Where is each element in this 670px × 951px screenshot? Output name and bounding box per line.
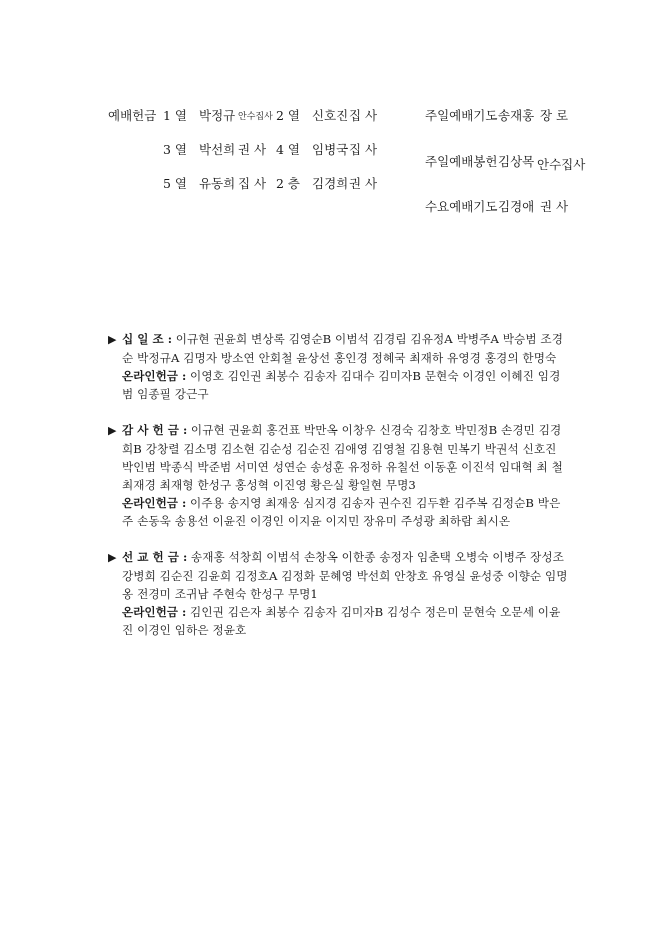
tithe-heading: 십 일 조 : — [122, 332, 172, 346]
tithe-names: 이규현 권윤희 변상록 김영순B 이범석 김경림 김유정A 박병주A 박승범 조경순 박정규A 김명자 방소연 안회철 윤상선 홍인경 정혜국 최재하 유영경 홍경의 한명숙 — [122, 332, 564, 365]
thanks-online-names: 이주용 송지영 최재웅 심지경 김송자 권수진 김두환 김주복 김정순B 박은주 손동욱 송용선 이윤진 이경인 이지윤 이지민 장유미 주성광 최하람 최시온 — [122, 496, 561, 528]
row2-pos2: 4 열 — [276, 142, 301, 157]
row3-name: 유동희 — [199, 176, 236, 191]
tithe-online-heading: 온라인헌금 : — [122, 369, 187, 383]
triangle-bullet-icon: ▶ — [108, 333, 117, 346]
prayer-role-2: 안수집사 — [537, 157, 586, 172]
thanks-names: 이규현 권윤희 홍건표 박만옥 이창우 신경숙 김창호 박민정B 손경민 김경희B 강창렬 김소명 김소현 김순성 김순진 김애영 김영철 김용현 민복기 박권석 신호진 박인범 박종식 박준범 서미연 성연순 송성훈 유정하 유칠선 이동훈 이진석 임대혁 최 철 최재경 최재형 한성구 홍성혁 이진영 황은실 황일현 무명3 — [122, 423, 563, 492]
row3-role: 집 사 — [238, 176, 267, 191]
row1-name: 박정규 — [199, 108, 236, 123]
row1-pos: 1 열 — [163, 108, 188, 123]
mission-names: 송재홍 석창희 이범석 손창옥 이한종 송정자 임춘택 오병숙 이병주 장성조 강병희 김순진 김윤희 김정호A 김정화 문혜영 박선희 안창호 유영실 윤성중 이향순 임명옹 전경미 조귀남 주현숙 한성구 무명1 — [122, 550, 568, 601]
triangle-bullet-icon: ▶ — [108, 424, 117, 437]
thanks-section — [108, 421, 568, 530]
mission-heading: 선 교 헌 금 : — [122, 550, 188, 564]
row2-name: 박선희 — [199, 142, 236, 157]
prayer-role-1: 장 로 — [540, 108, 569, 123]
thanks-heading: 감 사 헌 금 : — [122, 423, 188, 437]
prayer-label-2: 주일예배봉헌 — [425, 154, 498, 169]
triangle-bullet-icon: ▶ — [108, 551, 117, 564]
row3-pos2: 2 층 — [276, 176, 301, 191]
tithe-section — [108, 330, 568, 403]
prayer-name-2: 김상목 — [498, 154, 535, 169]
prayer-label-3: 수요예배기도 — [425, 199, 498, 214]
row1-role: 안수집사 — [238, 112, 273, 122]
row3-role2: 권 사 — [349, 176, 378, 191]
row2-role2: 집 사 — [349, 142, 378, 157]
row1-pos2: 2 열 — [276, 108, 301, 123]
tithe-online-names: 이영호 김인권 최봉수 김송자 김대수 김미자B 문현숙 이경인 이혜진 임경범 임종필 강근구 — [122, 369, 561, 401]
mission-online-names: 김인권 김은자 최봉수 김송자 김미자B 김성수 정은미 문현숙 오문세 이윤진 이경인 임하은 정윤호 — [122, 605, 561, 637]
prayer-name-1: 송재홍 — [498, 108, 535, 123]
row3-name2: 김경희 — [312, 176, 349, 191]
offering-lists — [108, 330, 568, 657]
thanks-online-heading: 온라인헌금 : — [122, 496, 187, 510]
row3-pos: 5 열 — [163, 176, 188, 191]
prayer-role-3: 권 사 — [540, 199, 569, 214]
row2-name2: 임병국 — [312, 142, 349, 157]
prayer-label-1: 주일예배기도 — [425, 108, 498, 123]
mission-online-heading: 온라인헌금 : — [122, 605, 187, 619]
row2-role: 권 사 — [238, 142, 267, 157]
row1-name2: 신호진 — [312, 108, 349, 123]
prayer-name-3: 김경애 — [498, 199, 535, 214]
row1-role2: 집 사 — [349, 108, 378, 123]
offering-title: 예배헌금 — [108, 108, 157, 123]
offering-roster — [0, 98, 670, 228]
mission-section — [108, 548, 568, 639]
row2-pos: 3 열 — [163, 142, 188, 157]
